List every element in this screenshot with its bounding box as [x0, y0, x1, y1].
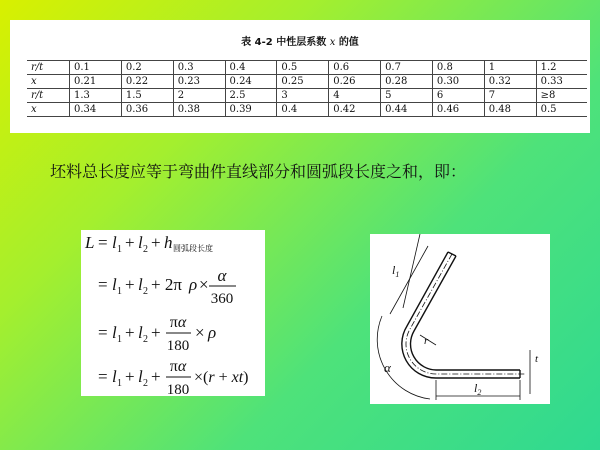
table-cell: 0.34 — [70, 103, 122, 117]
svg-text:ρ: ρ — [189, 275, 198, 294]
svg-text:ρ: ρ — [208, 323, 217, 342]
svg-text:h: h — [164, 233, 173, 252]
svg-text:1: 1 — [117, 286, 122, 297]
table-cell: 5 — [381, 89, 433, 103]
alpha-label: α — [384, 360, 391, 375]
table-row — [27, 103, 587, 117]
svg-text:l: l — [138, 275, 143, 294]
table-cell: 0.2 — [121, 61, 173, 75]
table-cell: 0.28 — [381, 75, 433, 89]
table-cell: 2 — [173, 89, 225, 103]
row-header-cell: x — [27, 103, 70, 117]
svg-text:=: = — [98, 233, 108, 252]
svg-text:l: l — [138, 367, 143, 386]
l1-dimension-line — [403, 234, 420, 308]
table-cell: 0.22 — [121, 75, 173, 89]
l2-label: $l_2$ — [474, 381, 482, 397]
svg-text:360: 360 — [210, 291, 234, 307]
svg-text:+: + — [151, 367, 161, 386]
svg-text:πα: πα — [169, 314, 187, 331]
table-cell: ≥8 — [536, 89, 587, 103]
table-cell: 0.39 — [225, 103, 277, 117]
svg-text:1: 1 — [117, 244, 122, 255]
l1-dimension-arrow-line — [390, 246, 428, 314]
bent-part-diagram — [370, 234, 550, 404]
table-cell: 6 — [432, 89, 484, 103]
arc-length-subscript: 圆弧段长度 — [173, 244, 213, 253]
table-cell: 0.33 — [536, 75, 587, 89]
formula-panel — [81, 230, 265, 396]
table-cell: 0.24 — [225, 75, 277, 89]
table-cell: 0.4 — [225, 61, 277, 75]
svg-text:α: α — [217, 266, 227, 285]
svg-text:=: = — [98, 323, 108, 342]
svg-text:+: + — [125, 367, 135, 386]
svg-text:180: 180 — [166, 382, 190, 396]
table-cell: 0.36 — [121, 103, 173, 117]
table-cell: 1.5 — [121, 89, 173, 103]
neutral-layer-coefficient-table — [27, 60, 587, 117]
body-text: 坯料总长度应等于弯曲件直线部分和圆弧段长度之和，即： — [50, 162, 467, 181]
table-cell: 0.48 — [484, 103, 536, 117]
table-cell: 0.1 — [70, 61, 122, 75]
table-cell: 0.7 — [381, 61, 433, 75]
r-label: r — [424, 335, 429, 347]
svg-text:l: l — [112, 233, 117, 252]
table-cell: 0.6 — [329, 61, 381, 75]
svg-text:180: 180 — [166, 338, 190, 354]
svg-text:l: l — [112, 323, 117, 342]
svg-text:+: + — [125, 275, 135, 294]
formula-line-1 — [84, 233, 213, 255]
row-header-cell: x — [27, 75, 70, 89]
table-cell: 1.2 — [536, 61, 587, 75]
table-cell: 0.23 — [173, 75, 225, 89]
svg-text:×(r + xt): ×(r + xt) — [194, 369, 249, 386]
svg-text:2: 2 — [143, 378, 148, 389]
svg-text:×: × — [195, 323, 205, 342]
svg-text:×: × — [199, 275, 209, 294]
table-cell: 0.21 — [70, 75, 122, 89]
table-cell: 0.30 — [432, 75, 484, 89]
table-cell: 0.5 — [536, 103, 587, 117]
svg-text:+: + — [151, 323, 161, 342]
t-label: t — [535, 353, 539, 365]
svg-text:l: l — [112, 367, 117, 386]
part-outer-edge — [411, 256, 520, 370]
table-row — [27, 89, 587, 103]
svg-text:1: 1 — [117, 334, 122, 345]
table-row — [27, 75, 587, 89]
svg-text:+: + — [125, 233, 135, 252]
part-inner-edge — [402, 252, 520, 378]
blank-length-formula — [81, 230, 265, 396]
svg-text:=: = — [98, 367, 108, 386]
table-cell: 1.3 — [70, 89, 122, 103]
l1-label: $l_1$ — [392, 263, 400, 279]
table-cell: 1 — [484, 61, 536, 75]
table-cell: 0.8 — [432, 61, 484, 75]
row-header-cell: r/t — [27, 89, 70, 103]
table-cell: 2.5 — [225, 89, 277, 103]
bent-part-diagram-panel — [370, 234, 550, 404]
table-title: 表 4-2 中性层系数 x 的值 — [241, 37, 359, 48]
svg-text:+: + — [151, 233, 161, 252]
svg-text:2: 2 — [143, 286, 148, 297]
table-cell: 4 — [329, 89, 381, 103]
table-cell: 0.25 — [277, 75, 329, 89]
svg-text:l: l — [138, 323, 143, 342]
svg-text:2: 2 — [143, 334, 148, 345]
formula-line-4 — [98, 358, 249, 396]
svg-text:L: L — [85, 233, 95, 252]
svg-text:l: l — [138, 233, 143, 252]
table-cell: 0.32 — [484, 75, 536, 89]
formula-line-3 — [98, 314, 216, 354]
table-cell: 0.44 — [381, 103, 433, 117]
table-cell: 3 — [277, 89, 329, 103]
svg-text:l: l — [112, 275, 117, 294]
table-cell: 0.4 — [277, 103, 329, 117]
alpha-angle-arc — [377, 316, 430, 399]
svg-text:=: = — [98, 275, 108, 294]
table-cell: 0.42 — [329, 103, 381, 117]
svg-text:2: 2 — [143, 244, 148, 255]
svg-text:+ 2π: + 2π — [151, 275, 182, 294]
svg-text:1: 1 — [117, 378, 122, 389]
svg-text:+: + — [125, 323, 135, 342]
table-cell: 0.3 — [173, 61, 225, 75]
table-cell: 0.5 — [277, 61, 329, 75]
table-cell: 7 — [484, 89, 536, 103]
coefficient-table-panel — [10, 20, 590, 133]
table-row — [27, 61, 587, 75]
formula-line-2 — [98, 266, 236, 307]
row-header-cell: r/t — [27, 61, 70, 75]
table-cell: 0.46 — [432, 103, 484, 117]
table-cell: 0.38 — [173, 103, 225, 117]
svg-text:πα: πα — [169, 358, 187, 375]
table-cell: 0.26 — [329, 75, 381, 89]
